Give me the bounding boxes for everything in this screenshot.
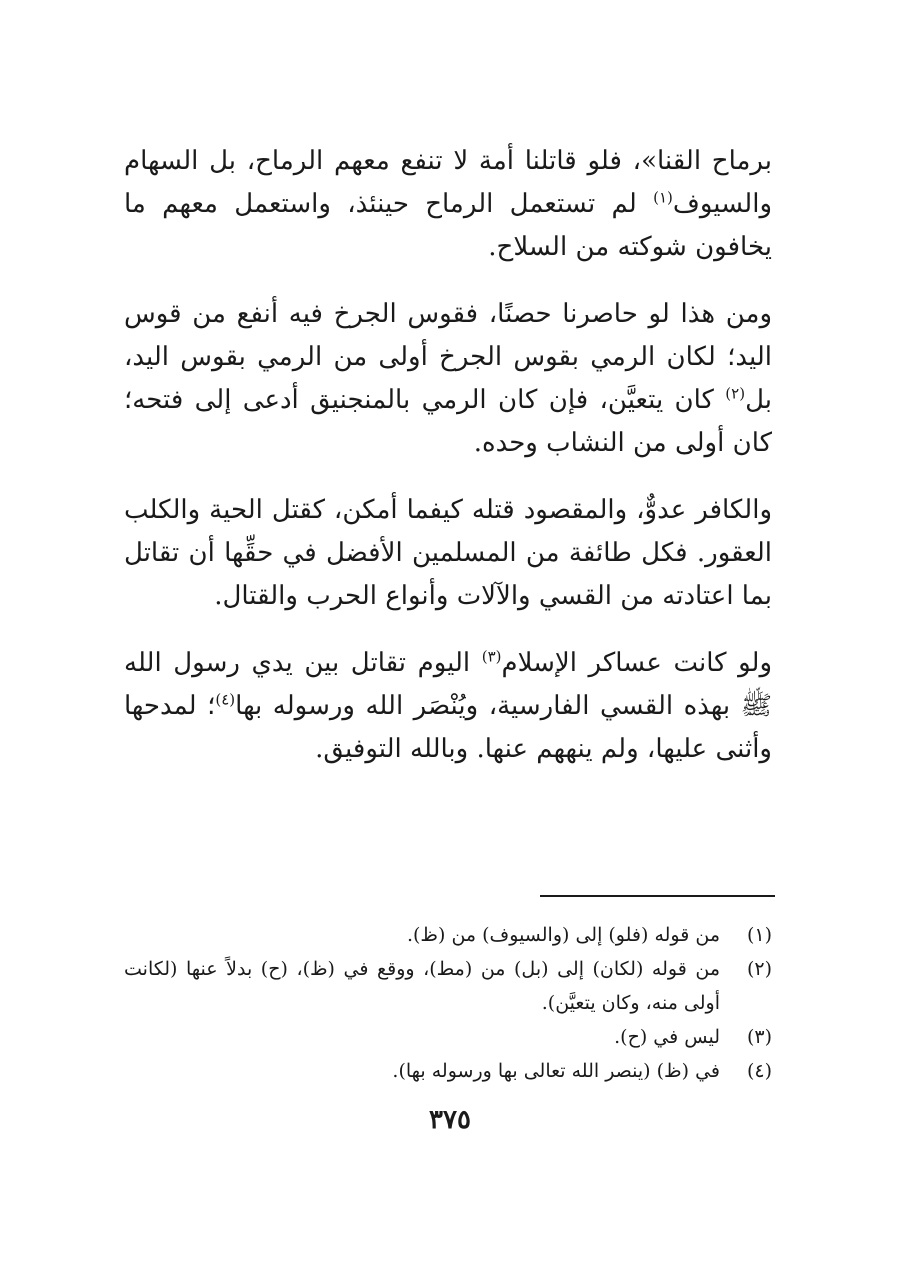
- paragraph-4: [124, 642, 772, 771]
- paragraph-4-part-a: ولو كانت عساكر الإسلام: [501, 648, 772, 678]
- footnote-text: ليس في (ح).: [614, 1026, 720, 1048]
- paragraph-3: [124, 489, 772, 618]
- footnote-number: (٢): [746, 958, 772, 980]
- footnote-2: [124, 952, 772, 1020]
- footnote-1: [124, 918, 772, 952]
- paragraph-4-part-b: اليوم تقاتل بين يدي رسول الله ﷺ بهذه القسي الفارسية، ويُنْصَر الله ورسوله بها: [124, 648, 773, 721]
- paragraph-1-part-b: لم تستعمل الرماح حينئذ، واستعمل معهم ما يخافون شوكته من السلاح.: [124, 189, 772, 262]
- paragraph-2-part-a: ومن هذا لو حاصرنا حصنًا، فقوس الجرخ فيه أنفع من قوس اليد؛ لكان الرمي بقوس الجرخ أولى من الرمي بقوس اليد، بل: [124, 299, 772, 415]
- footnote-text: من قوله (لكان) إلى (بل) من (مط)، ووقع في (ظ)، (ح) بدلاً عنها (لكانت أولى منه، وكان يتعيَّن).: [124, 958, 720, 1014]
- footnotes: [124, 918, 772, 1088]
- footnote-text: في (ظ) (ينصر الله تعالى بها ورسوله بها).: [392, 1060, 720, 1082]
- paragraph-3-text: والكافر عدوٌّ، والمقصود قتله كيفما أمكن، كقتل الحية والكلب العقور. فكل طائفة من المسلمين الأفضل في حقِّها أن تقاتل بما اعتادته من القسي والآلات وأنواع الحرب والقتال.: [124, 495, 772, 611]
- footnote-ref-2: (٢): [725, 384, 746, 403]
- footnote-text: من قوله (فلو) إلى (والسيوف) من (ظ).: [406, 924, 720, 946]
- footnote-number: (٣): [746, 1026, 772, 1048]
- footnote-4: [124, 1054, 772, 1088]
- footnote-separator: [540, 895, 775, 897]
- footnote-3: [124, 1020, 772, 1054]
- footnote-number: (٤): [746, 1060, 772, 1082]
- paragraph-1: [124, 140, 772, 269]
- paragraph-2-part-b: كان يتعيَّن، فإن كان الرمي بالمنجنيق أدعى إلى فتحه؛ كان أولى من النشاب وحده.: [124, 385, 772, 458]
- main-text: [124, 140, 772, 795]
- page-number: ٣٧٥: [429, 1105, 471, 1135]
- footnote-number: (١): [746, 924, 772, 946]
- footnote-ref-4: (٤): [215, 690, 236, 709]
- footnote-ref-1: (١): [653, 188, 673, 207]
- footnote-ref-3: (٣): [481, 647, 502, 666]
- paragraph-1-part-a: برماح القنا»، فلو قاتلنا أمة لا تنفع معهم الرماح، بل السهام والسيوف: [124, 146, 773, 219]
- paragraph-2: [124, 293, 772, 465]
- paragraph-4-part-c: ؛ لمدحها وأثنى عليها، ولم ينههم عنها. وبالله التوفيق.: [124, 691, 772, 764]
